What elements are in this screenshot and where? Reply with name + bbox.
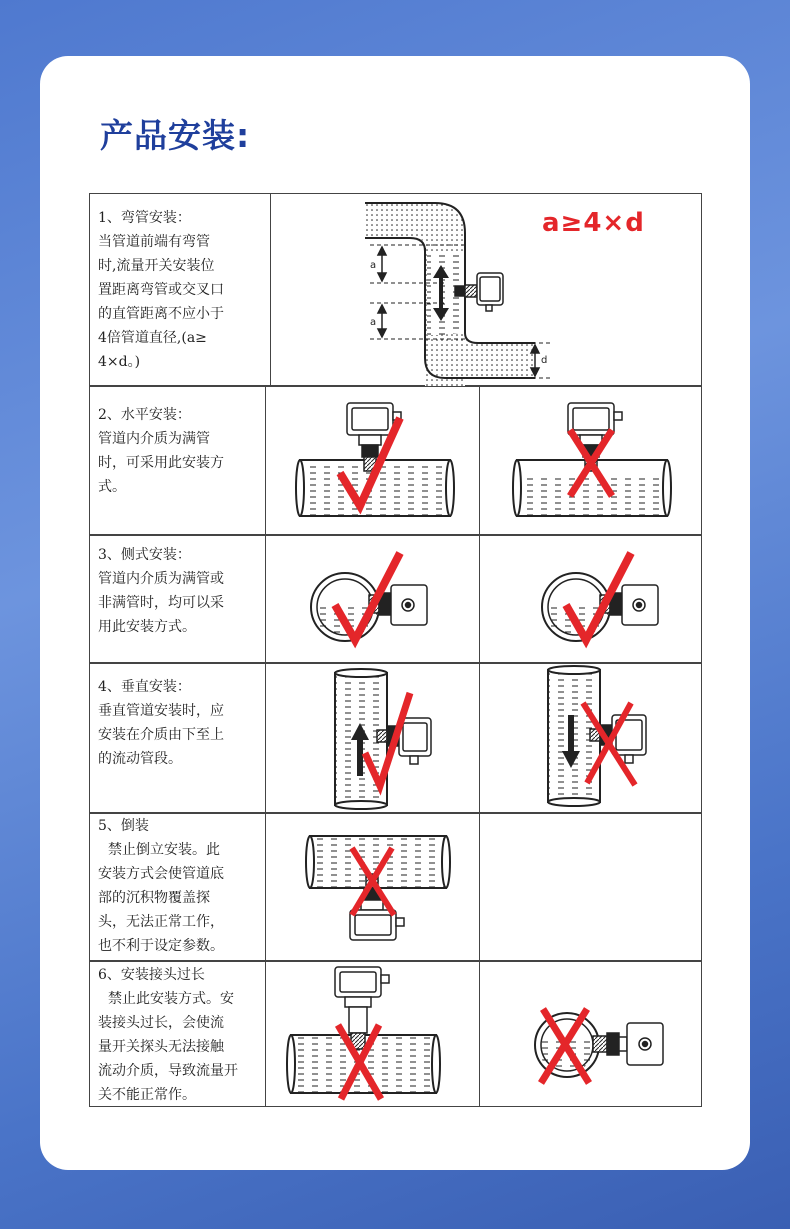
row1-text: [98, 206, 268, 374]
row5-line: 部的沉积物覆盖探: [98, 890, 210, 906]
row3-line: 用此安装方式。: [98, 619, 196, 635]
row1-line: 置距离弯管或交叉口: [98, 282, 224, 298]
row6-line: 量开关探头无法接触: [98, 1039, 224, 1055]
row2-line: 管道内介质为满管: [98, 431, 210, 447]
row4-line: 安装在介质由下至上: [98, 727, 224, 743]
row1-line: 的直管距离不应小于: [98, 306, 224, 322]
row4-heading: 4、垂直安装：: [98, 679, 191, 695]
dim-d-label: d: [541, 355, 548, 366]
row6-line: 关不能正常作。: [98, 1087, 196, 1103]
row2-line: 时，可采用此安装方: [98, 455, 224, 471]
row5-empty-cell: [479, 813, 702, 961]
dim-a-label: a: [370, 317, 377, 328]
row1-line: 当管道前端有弯管: [98, 234, 210, 250]
horizontal-install-wrong: [512, 398, 677, 523]
page-title: 产品安装:: [100, 116, 251, 155]
side-install-wrong: [536, 545, 676, 655]
row2-text: [98, 403, 263, 499]
row2-heading: 2、水平安装：: [98, 407, 191, 423]
dim-a-label: a: [370, 260, 377, 271]
vertical-install-correct: [330, 668, 460, 810]
row6-line: 禁止此安装方式。安: [108, 991, 234, 1007]
row3-line: 非满管时，均可以采: [98, 595, 224, 611]
row1-line: 时,流量开关安装位: [98, 258, 215, 274]
inverted-install-wrong: [302, 830, 457, 950]
row6-line: 流动介质，导致流量开: [98, 1063, 238, 1079]
distance-formula: a≥4×d: [542, 208, 645, 238]
row4-line: 垂直管道安装时，应: [98, 703, 224, 719]
horizontal-install-correct: [295, 398, 460, 523]
row1-line: 4×d。): [98, 354, 141, 370]
long-connector-wrong-a: [283, 963, 448, 1103]
long-connector-wrong-b: [527, 1003, 677, 1093]
row5-line: 也不利于设定参数。: [98, 938, 224, 954]
vertical-install-wrong: [543, 665, 673, 810]
row6-heading: 6、安装接头过长: [98, 967, 205, 983]
row6-line: 装接头过长，会使流: [98, 1015, 224, 1031]
row4-line: 的流动管段。: [98, 751, 182, 767]
row5-heading: 5、倒装: [98, 818, 149, 834]
side-install-correct: [305, 545, 445, 655]
row1-heading: 1、弯管安装：: [98, 210, 191, 226]
row4-text: [98, 675, 263, 771]
row3-line: 管道内介质为满管或: [98, 571, 224, 587]
row2-line: 式。: [98, 479, 126, 495]
row5-line: 禁止倒立安装。此: [108, 842, 220, 858]
row6-text: [98, 963, 263, 1107]
row3-heading: 3、侧式安装：: [98, 547, 191, 563]
row1-line: 4倍管道直径,(a≥: [98, 330, 207, 346]
row5-text: [98, 814, 263, 958]
row5-line: 安装方式会使管道底: [98, 866, 224, 882]
row3-text: [98, 543, 263, 639]
row5-line: 头，无法正常工作，: [98, 914, 224, 930]
